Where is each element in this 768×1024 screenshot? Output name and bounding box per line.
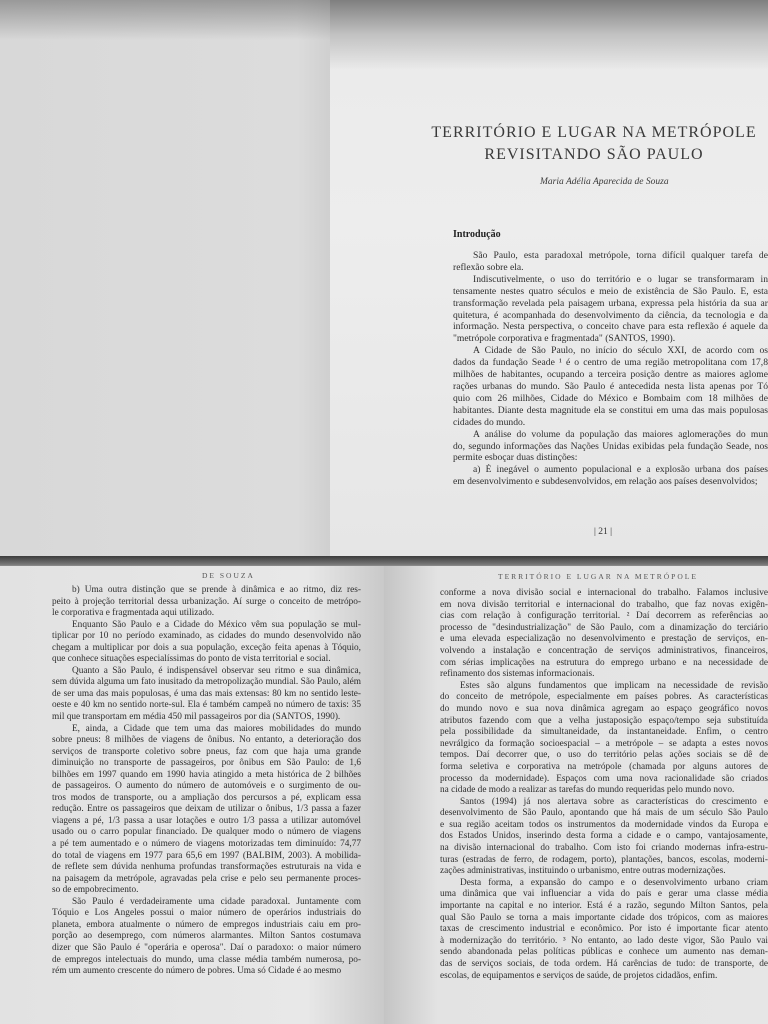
text-line: informação. Nesta perspectiva, o conceito chave para esta reflexão é aquele da — [453, 321, 768, 333]
text-line: milhões de habitantes, ocupando a terceira posição dentre as maiores aglome — [453, 369, 768, 381]
text-line: de passageiros. O aumento do número de automóveis e o surgimento de ou- — [52, 781, 361, 792]
text-line: de empregos intelectuais do mundo, uma classe média também numerosa, po- — [52, 954, 361, 965]
text-line: Desta forma, a expansão do campo e o desenvolvimento urbano criam — [460, 877, 768, 888]
running-head-left: DE SOUZA — [202, 571, 255, 580]
text-line: forma seletiva e corporativa na metrópole (chamada por alguns autores de — [440, 761, 768, 772]
text-line: do conceito de metrópole, especialmente em países pobres. As características — [440, 692, 768, 703]
text-line: das de serviços sociais, de toda ordem. Há carências de tudo: de transporte, de — [440, 959, 768, 969]
right-page-body — [440, 588, 768, 982]
text-line: pela possibilidade da simultaneidade, da instantaneidade. Enfim, o centro — [440, 727, 768, 738]
text-line: Indiscutivelmente, o uso do território e o lugar se transformaram in — [473, 273, 768, 285]
text-line: do mundo novo e sua nova dinâmica agregam ao espaço geográfico novos — [440, 703, 768, 714]
text-line: viagens a pé, 1/3 passa a usar lotações e outro 1/3 passa a utilizar automóvel — [52, 815, 361, 826]
text-line: desenvolvimento de São Paulo, apontando que há mais de um século São Paulo — [440, 808, 768, 819]
text-line: redução. Entre os passageiros que deixam de utilizar o ônibus, 1/3 passa a fazer — [52, 804, 361, 815]
text-line: São Paulo é verdadeiramente uma cidade paradoxal. Juntamente com — [72, 896, 361, 907]
text-line: sendo abandonada pelas políticas públicas e conhece um aumento nas deman- — [440, 947, 768, 958]
text-line: tempos. Daí decorrer que, o uso do território pelas ações sociais se dê de — [440, 750, 768, 761]
text-line: dados da fundação Seade ¹ é o centro de uma região metropolitana com 17,8 — [453, 357, 768, 369]
text-line: a) É inegável o aumento populacional e a explosão urbana dos países — [473, 464, 768, 476]
text-line: em desenvolvimento e subdesenvolvidos, em relação aos países desenvolvidos; — [453, 476, 758, 488]
text-line: reflexão sobre ela. — [453, 261, 524, 273]
text-line: do total de viagens em 1977 para 65,6 em 1997 (BALBIM, 2003). A mobilida- — [52, 850, 361, 861]
text-line: à modernização do território. ³ No entanto, ao lado deste vigor, São Paulo vai — [440, 935, 768, 946]
text-line: "metrópole corporativa e fragmentada" (SANTOS, 1990). — [453, 333, 676, 345]
text-line: le corporativa e fragmentada aqui utilizado. — [52, 608, 215, 619]
text-line: com sérias implicações na estrutura do emprego urbano e na necessidade de — [440, 657, 768, 668]
text-line: dos Estados Unidos, inserindo desta forma a cidade e o campo, vantajosamente, — [440, 831, 768, 842]
text-line: conforme a nova divisão social e internacional do trabalho. Falamos inclusive — [440, 588, 768, 598]
text-line: transformação revelada pela paisagem urbana, expressa pela história da sua ar — [453, 297, 768, 309]
text-line: permite esboçar duas distinções: — [453, 452, 578, 464]
opening-page-body — [453, 250, 768, 488]
text-line: A Cidade de São Paulo, no início do século XXI, de acordo com os — [473, 345, 768, 357]
text-line: peito à projeção territorial dessa urbanização. Aí surge o conceito de metrópo- — [52, 596, 361, 607]
text-line: planeta, embora atualmente o número de empregos industriais caiu em pro- — [52, 919, 361, 930]
text-line: taxas de crescimento industrial e econômico. Por isto é importante ficar atento — [440, 924, 768, 935]
running-head-right: TERRITÓRIO E LUGAR NA METRÓPOLE — [498, 572, 698, 581]
chapter-title-line2: REVISITANDO SÃO PAULO — [484, 146, 704, 163]
text-line: rém um aumento crescente do número de pobres. Uma só Cidade é ao mesmo — [52, 966, 342, 977]
text-line: serviços de transporte coletivo sobre pneus, faz com que haja uma grande — [52, 746, 361, 757]
text-line: do, segundo informações das Nações Unidas exibidas pela fundação Seade, nos — [453, 440, 768, 452]
text-line: cidades do mundo. — [453, 416, 526, 428]
text-line: Enquanto São Paulo e a Cidade do México vêm sua população se mul- — [72, 619, 361, 630]
text-line: em nova divisão territorial e internacional do trabalho, que faz novas exigên- — [440, 599, 768, 610]
text-line: e uma elevada especialização no desenvolvimento e prestação de serviços, en- — [440, 634, 768, 645]
scan-shadow — [330, 0, 768, 70]
text-line: sem dúvida alguma um fato inusitado da metropolização mundial. São Paulo, além — [52, 677, 361, 688]
text-line: habitantes. Diante desta magnitude ela se constitui em uma das mais populosas — [453, 404, 768, 416]
text-line: É, ainda, a Cidade que tem uma das maiores mobilidades do mundo — [72, 723, 361, 734]
text-line: escolas, de equipamentos e serviços de saúde, de projetos cidadãos, enfim. — [440, 970, 718, 981]
text-line: qual São Paulo se torna a mais importante cidade dos trópicos, com as maiores — [440, 912, 768, 923]
text-line: a pé tem aumentado e o número de viagens motorizadas tem diminuído: 74,77 — [52, 839, 361, 850]
text-line: na cidade de modo a realizar as tarefas do mundo requeridas pelo mundo novo. — [440, 785, 735, 796]
text-line: tros modos de transporte, ou a ampliação dos percursos a pé, explicam essa — [52, 792, 361, 803]
text-line: e sua região aceitam todos os instrumentos da modernidade vindos da Europa e — [440, 819, 768, 830]
text-line: rações urbanas do mundo. São Paulo é antecedida nesta lista apenas por Tó — [453, 380, 768, 392]
text-line: cias com relação à configuração territorial. ² Daí decorrem as referências ao — [440, 611, 768, 622]
text-line: processo de "desindustrialização" de São Paulo, com a dinamização do terciário — [440, 622, 768, 633]
scan-shadow — [0, 0, 330, 40]
text-line: uma dinâmica que vai influenciar a vida do país e gerar uma classe média — [440, 889, 768, 900]
text-line: refinamento dos sistemas informacionais. — [440, 669, 595, 680]
text-line: atributos fazendo com que a velha justaposição espaço/tempo seja substituída — [440, 715, 768, 726]
text-line: de ser uma das mais populosas, é uma das mais extensas: 80 km no sentido leste- — [52, 688, 361, 699]
text-line: sobre pneus: 8 milhões de viagens de ônibus. No entanto, a deterioração dos — [52, 735, 361, 746]
section-heading: Introdução — [453, 229, 501, 240]
text-line: porção ao desemprego, com números alarmantes. Milton Santos costumava — [52, 931, 361, 942]
text-line: so de empobrecimento. — [52, 885, 139, 896]
page-number: | 21 | — [594, 527, 613, 537]
text-line: na divisão internacional do trabalho. Com isto foi criando modernas infra-estru- — [440, 843, 768, 854]
text-line: que conhece situações especialíssimas do ponto de vista territorial e social. — [52, 654, 331, 665]
text-line: processo da modernidade). Espaços com uma nova racionalidade são criados — [440, 773, 768, 784]
text-line: Santos (1994) já nos alertava sobre as características do crescimento e — [460, 796, 768, 807]
text-line: tensamente nestes quatro séculos e meio de existência de São Paulo. E, esta — [453, 285, 768, 297]
chapter-title-line1: TERRITÓRIO E LUGAR NA METRÓPOLE — [431, 124, 757, 141]
text-line: quio com 26 milhões, Cidade do México e Bombaim com 18 milhões de — [453, 392, 768, 404]
text-line: chegam a multiplicar por dois a sua população, exceção feita apenas à Tóquio, — [52, 642, 361, 653]
text-line: tiplicar por 10 no período examinado, as cidades do mundo desenvolvido não — [52, 631, 361, 642]
text-line: de reflete sem dúvida nenhuma profundas transformações estruturais na vida e — [52, 862, 361, 873]
text-line: Quanto a São Paulo, é indispensável observar seu ritmo e sua dinâmica, — [72, 665, 361, 676]
text-line: Estes são alguns fundamentos que implicam na necessidade de revisão — [460, 680, 768, 691]
text-line: turas (estradas de ferro, de rodagem, porto), plantações, bancos, escolas, moderni- — [440, 854, 768, 865]
text-line: São Paulo, esta paradoxal metrópole, torna difícil qualquer tarefa de — [473, 250, 768, 261]
text-line: oeste e 40 km no sentido norte-sul. Ela é também campeã no número de taxis: 35 — [52, 700, 361, 711]
text-line: zações administrativas, instituindo o urbanismo, entre outras modernizações. — [440, 866, 726, 877]
text-line: A análise do volume da população das maiores aglomerações do mun — [473, 428, 768, 440]
text-line: usado ou o carro popular financiado. De qualquer modo o número de viagens — [52, 827, 361, 838]
text-line: na paisagem da metrópole, agravadas pela crise e pelo seu permanente proces- — [52, 873, 361, 884]
text-line: diminuição no transporte de passageiros, por ônibus em São Paulo: de 1,6 — [52, 758, 361, 769]
left-page-body — [52, 585, 361, 978]
text-line: b) Uma outra distinção que se prende à dinâmica e ao ritmo, diz res- — [72, 585, 361, 595]
text-line: nevrálgico da formação socioespacial – a metrópole – se adapta a estes novos — [440, 738, 768, 749]
text-line: dizer que São Paulo é "operária e operosa". Daí o paradoxo: o maior número — [52, 942, 361, 953]
scanner-margin — [0, 0, 330, 560]
text-line: Tóquio e Los Angeles possui o maior número de operários industriais do — [52, 908, 361, 919]
text-line: bilhões em 1997 quando em 1990 havia atingido a meta histórica de 2 bilhões — [52, 769, 361, 780]
text-line: quitetura, é acompanhada do desenvolvimento da ciência, da tecnologia e da — [453, 309, 768, 321]
text-line: volvendo a instalação e concentração de serviços administrativos, financeiros, — [440, 645, 768, 656]
text-line: mil que transportam em média 450 mil passageiros por dia (SANTOS, 1990). — [52, 712, 341, 723]
author-name: Maria Adélia Aparecida de Souza — [540, 177, 669, 187]
text-line: importante na capital e no interior. Está é a razão, segundo Milton Santos, pela — [440, 901, 768, 912]
